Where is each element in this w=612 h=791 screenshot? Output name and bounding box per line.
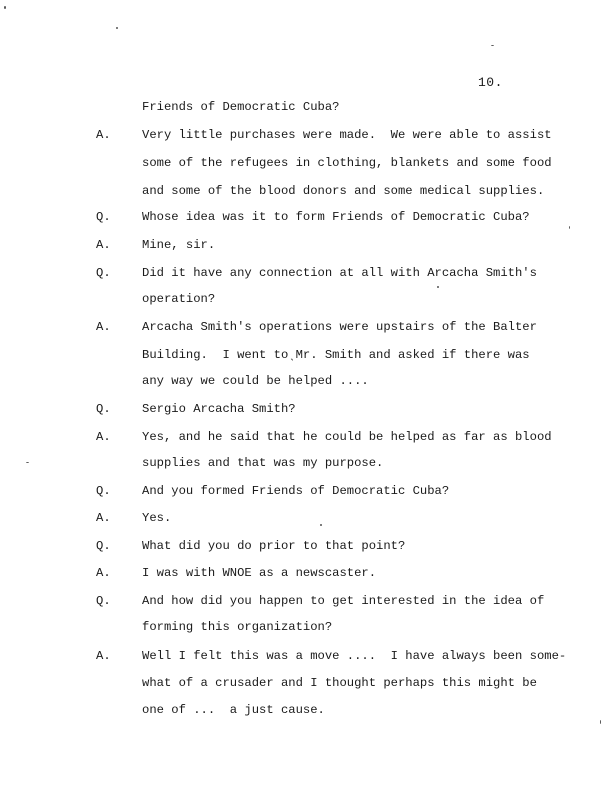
line-speaker: A. — [96, 128, 111, 142]
line-text: forming this organization? — [142, 620, 333, 634]
line-speaker: A. — [96, 238, 111, 252]
line-text: Very little purchases were made. We were able to assist — [142, 128, 552, 142]
transcript-line — [0, 590, 612, 612]
line-speaker: A. — [96, 649, 111, 663]
transcript-line — [0, 124, 612, 146]
transcript-line — [0, 316, 612, 338]
line-speaker: Q. — [96, 402, 111, 416]
transcript-line — [0, 535, 612, 557]
line-text: I was with WNOE as a newscaster. — [142, 566, 377, 580]
transcript-line — [0, 96, 612, 118]
line-text: What did you do prior to that point? — [142, 539, 406, 553]
line-text: Arcacha Smith's operations were upstairs of the Balter — [142, 320, 537, 334]
transcript-line — [0, 507, 612, 529]
transcript-line — [0, 398, 612, 420]
transcript-line — [0, 262, 612, 284]
transcript-line — [0, 180, 612, 202]
line-speaker: Q. — [96, 266, 111, 280]
line-text: Whose idea was it to form Friends of Democratic Cuba? — [142, 210, 530, 224]
line-speaker: Q. — [96, 539, 111, 553]
scan-speck — [437, 286, 439, 288]
transcript-line — [0, 562, 612, 584]
transcript-line — [0, 699, 612, 721]
transcript-line — [0, 672, 612, 694]
scan-speck — [320, 524, 322, 526]
line-text: operation? — [142, 292, 216, 306]
line-text: what of a crusader and I thought perhaps this might be — [142, 676, 537, 690]
scan-speck — [491, 45, 494, 46]
line-text: supplies and that was my purpose. — [142, 456, 384, 470]
scan-speck — [4, 6, 6, 9]
line-speaker: Q. — [96, 484, 111, 498]
line-text: Building. I went toˎMr. Smith and asked if there was — [142, 348, 530, 362]
transcript-line — [0, 344, 612, 366]
page-number: 10. — [478, 75, 503, 90]
line-text: Mine, sir. — [142, 238, 216, 252]
line-speaker: A. — [96, 430, 111, 444]
scan-speck — [116, 27, 118, 29]
line-text: Sergio Arcacha Smith? — [142, 402, 296, 416]
line-text: And how did you happen to get interested in the idea of — [142, 594, 545, 608]
scan-speck — [569, 226, 570, 229]
transcript-line — [0, 206, 612, 228]
line-speaker: A. — [96, 511, 111, 525]
line-text: Did it have any connection at all with Arcacha Smith's — [142, 266, 537, 280]
transcript-line — [0, 152, 612, 174]
scan-speck — [600, 720, 601, 724]
line-text: Friends of Democratic Cuba? — [142, 100, 340, 114]
line-text: And you formed Friends of Democratic Cuba? — [142, 484, 450, 498]
line-text: some of the refugees in clothing, blankets and some food — [142, 156, 552, 170]
line-speaker: A. — [96, 566, 111, 580]
line-text: Yes, and he said that he could be helped as far as blood — [142, 430, 552, 444]
line-speaker: Q. — [96, 210, 111, 224]
line-text: Well I felt this was a move .... I have always been some- — [142, 649, 567, 663]
line-text: one of ... a just cause. — [142, 703, 325, 717]
transcript-line — [0, 234, 612, 256]
transcript-line — [0, 288, 612, 310]
transcript-line — [0, 645, 612, 667]
transcript-line — [0, 480, 612, 502]
transcript-line — [0, 452, 612, 474]
transcript-line — [0, 370, 612, 392]
transcript-line — [0, 616, 612, 638]
line-text: Yes. — [142, 511, 172, 525]
scan-speck — [26, 462, 29, 463]
line-text: and some of the blood donors and some medical supplies. — [142, 184, 545, 198]
line-speaker: Q. — [96, 594, 111, 608]
line-text: any way we could be helped .... — [142, 374, 369, 388]
line-speaker: A. — [96, 320, 111, 334]
transcript-line — [0, 426, 612, 448]
